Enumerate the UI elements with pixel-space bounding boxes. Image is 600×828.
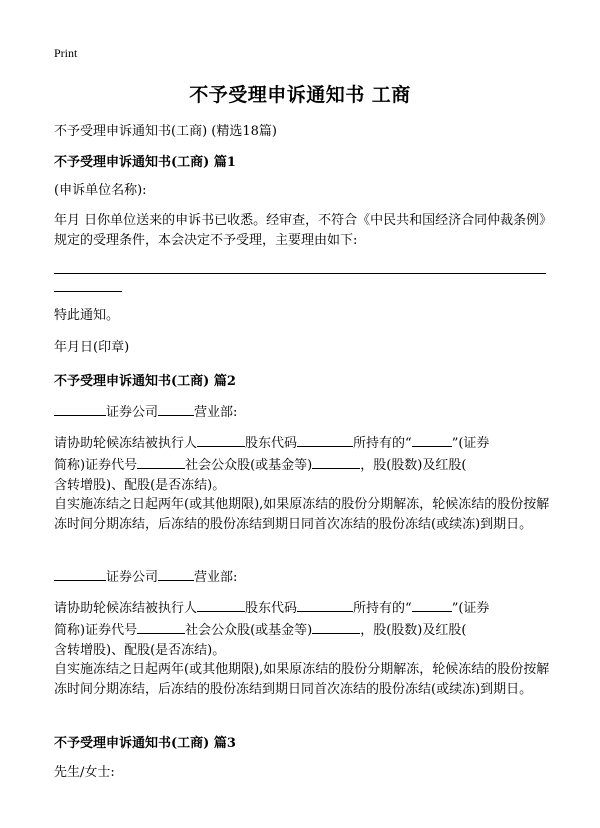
text-run: 所持有的“ bbox=[353, 436, 412, 451]
text-run: ”(证券 bbox=[451, 436, 490, 451]
blank-field bbox=[137, 619, 185, 634]
freeze-request-paragraph bbox=[54, 432, 554, 496]
securities-line bbox=[54, 566, 554, 588]
section1-body: 年月 日你单位送来的申诉书已收悉。经审查，不符合《中民共和国经济合同仲裁条例》规定的受理条件，本会决定不予受理，主要理由如下: bbox=[54, 213, 553, 248]
text-run: ，股(股数)及红股( bbox=[360, 623, 467, 638]
freeze-request-paragraph bbox=[54, 597, 554, 661]
text-run: 社会公众股(或基金等) bbox=[185, 458, 313, 473]
text-run: 简称)证券代号 bbox=[54, 458, 138, 473]
freeze-period-paragraph: 自实施冻结之日起两年(或其他期限),如果原冻结的股份分期解冻，轮候冻结的股份按解冻时间分期冻结，后冻结的股份冻结到期日同首次冻结的股份冻结(或续冻)到期日。 bbox=[54, 497, 550, 532]
blank-field bbox=[312, 619, 360, 634]
text-run: 股东代码 bbox=[245, 436, 298, 451]
blank-field bbox=[412, 597, 452, 612]
blank-field bbox=[158, 401, 194, 416]
securities-line bbox=[54, 401, 554, 423]
blank-field bbox=[412, 432, 452, 447]
section-heading-3: 不予受理申诉通知书(工商) 篇3 bbox=[54, 736, 236, 751]
recipient-line: (申诉单位名称): bbox=[54, 183, 147, 198]
text-run: 请协助轮候冻结被执行人 bbox=[54, 601, 198, 616]
business-dept-label: 营业部: bbox=[194, 570, 238, 585]
text-run: 社会公众股(或基金等) bbox=[185, 623, 313, 638]
text-run: 含转增股)、配股(是否冻结)。 bbox=[54, 643, 226, 658]
text-run: 请协助轮候冻结被执行人 bbox=[54, 436, 198, 451]
reason-blank-line-1 bbox=[54, 273, 546, 274]
section-heading-2: 不予受理申诉通知书(工商) 篇2 bbox=[54, 374, 236, 389]
document-subtitle: 不予受理申诉通知书(工商) (精选18篇) bbox=[54, 124, 277, 139]
blank-field bbox=[312, 454, 360, 469]
document-title: 不予受理申诉通知书 工商 bbox=[189, 84, 411, 106]
blank-field bbox=[54, 566, 106, 581]
securities-company-label: 证券公司 bbox=[106, 570, 159, 585]
reason-blank-line-2 bbox=[54, 291, 122, 292]
securities-company-label: 证券公司 bbox=[106, 405, 159, 420]
blank-field bbox=[54, 401, 106, 416]
blank-field bbox=[297, 432, 353, 447]
section-heading-1: 不予受理申诉通知书(工商) 篇1 bbox=[54, 155, 236, 170]
blank-field bbox=[197, 432, 245, 447]
text-run: 所持有的“ bbox=[353, 601, 412, 616]
date-seal-line: 年月日(印章) bbox=[54, 340, 130, 355]
blank-field bbox=[158, 566, 194, 581]
text-run: ，股(股数)及红股( bbox=[360, 458, 467, 473]
blank-field bbox=[137, 454, 185, 469]
text-run: 简称)证券代号 bbox=[54, 623, 138, 638]
text-run: 股东代码 bbox=[245, 601, 298, 616]
notice-line: 特此通知。 bbox=[54, 308, 120, 323]
text-run: ”(证券 bbox=[451, 601, 490, 616]
print-link[interactable]: Print bbox=[54, 46, 78, 60]
salutation-line: 先生/女士: bbox=[54, 765, 115, 780]
text-run: 含转增股)、配股(是否冻结)。 bbox=[54, 478, 226, 493]
blank-field bbox=[297, 597, 353, 612]
blank-field bbox=[197, 597, 245, 612]
freeze-period-paragraph: 自实施冻结之日起两年(或其他期限),如果原冻结的股份分期解冻，轮候冻结的股份按解冻时间分期冻结，后冻结的股份冻结到期日同首次冻结的股份冻结(或续冻)到期日。 bbox=[54, 662, 550, 697]
business-dept-label: 营业部: bbox=[194, 405, 238, 420]
